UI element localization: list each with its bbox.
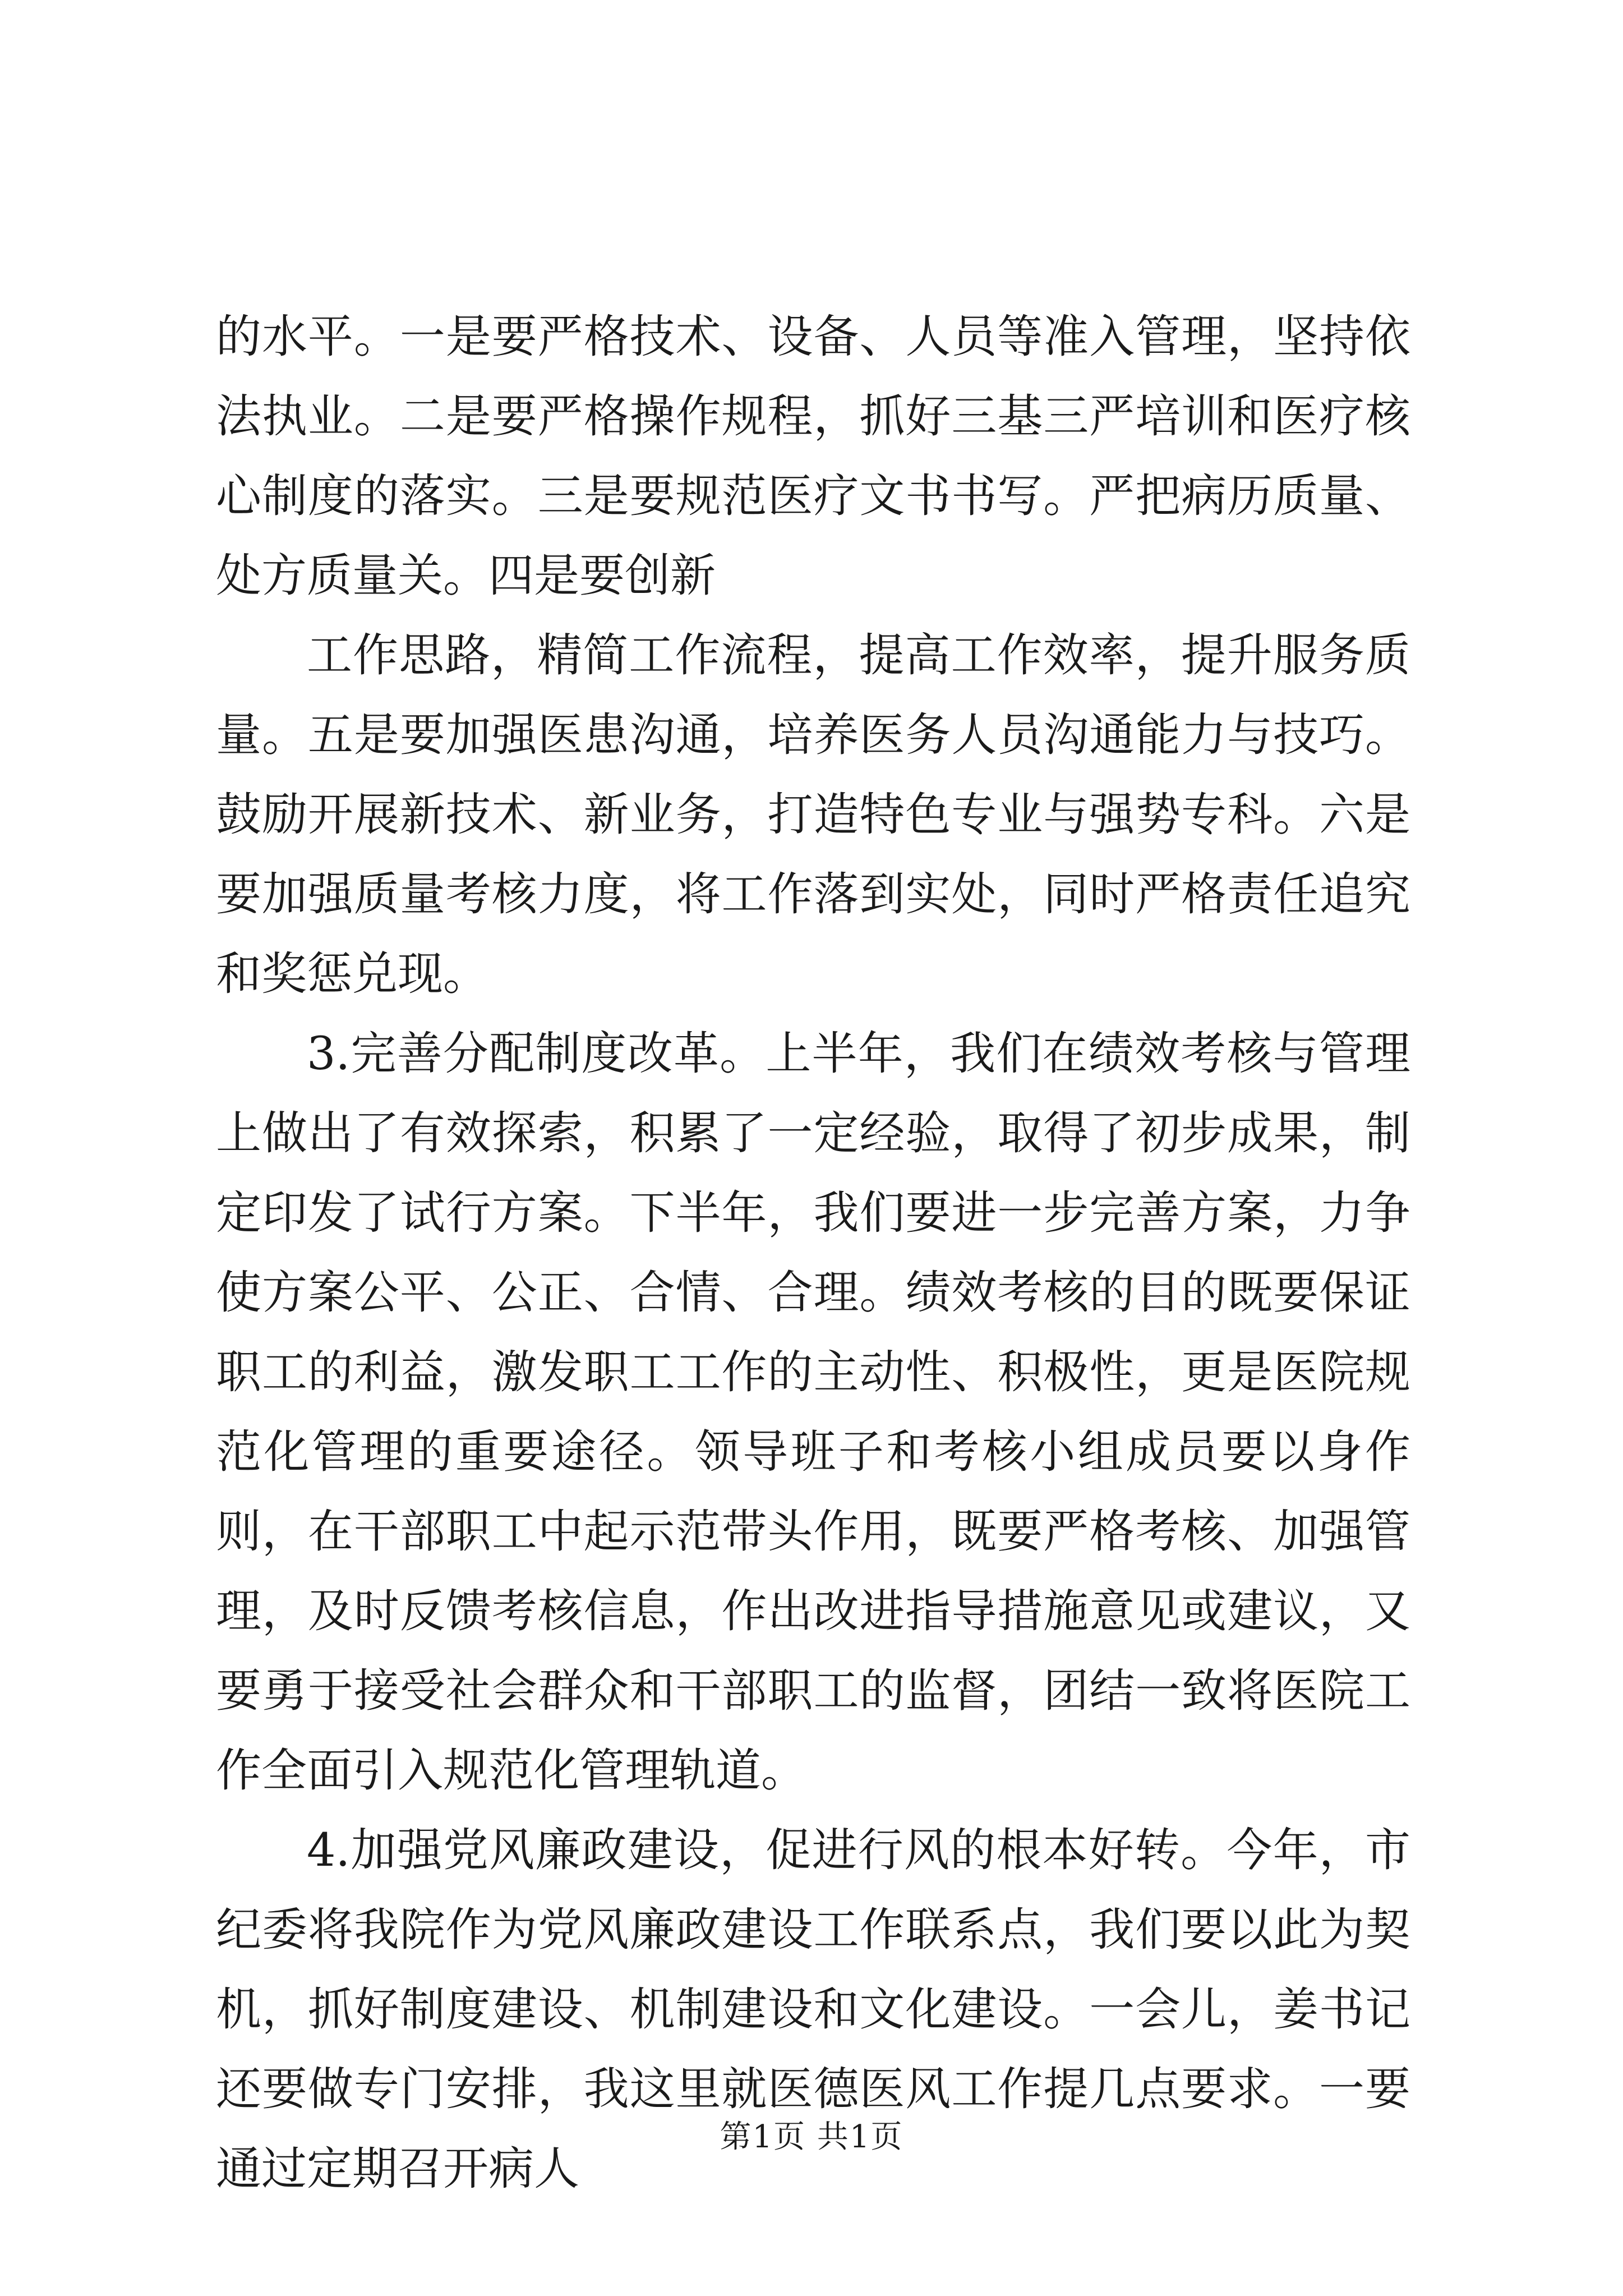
paragraph-distribution-reform: 3.完善分配制度改革。上半年，我们在绩效考核与管理上做出了有效探索，积累了一定经验，取得了初步成果，制定印发了试行方案。下半年，我们要进一步完善方案，力争使方案公平、公正、合情、合理。绩效考核的目的既要保证职工的利益，激发职工工作的主动性、积极性，更是医院规范化管理的重要途径。领导班子和考核小组成员要以身作则，在干部职工中起示范带头作用，既要严格考核、加强管理，及时反馈考核信息，作出改进指导措施意见或建议，又要勇于接受社会群众和干部职工的监督，团结一致将医院工作全面引入规范化管理轨道。 [216,1028,1410,1797]
paragraph-party-conduct: 4.加强党风廉政建设，促进行风的根本好转。今年，市纪委将我院作为党风廉政建设工作联系点，我们要以此为契机，抓好制度建设、机制建设和文化建设。一会儿，姜书记还要做专门安排，我这里就医德医风工作提几点要求。一要通过定期召开病人 [216,1824,1410,2196]
paragraph-continuation: 的水平。一是要严格技术、设备、人员等准入管理，坚持依法执业。二是要严格操作规程，抓好三基三严培训和医疗核心制度的落实。三是要规范医疗文书书写。严把病历质量、处方质量关。四是要创新 [216,311,1410,602]
document-body [216,297,1410,2209]
page-footer: 第1页 共1页 [720,2119,903,2155]
paragraph-work-approach: 工作思路，精简工作流程，提高工作效率，提升服务质量。五是要加强医患沟通，培养医务人员沟通能力与技巧。鼓励开展新技术、新业务，打造特色专业与强势专科。六是要加强质量考核力度，将工作落到实处，同时严格责任追究和奖惩兑现。 [216,629,1410,1001]
